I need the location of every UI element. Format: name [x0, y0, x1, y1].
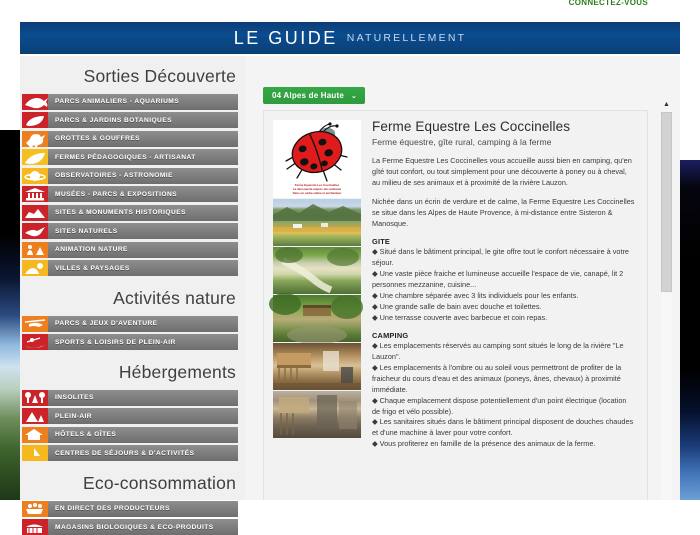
sidebar-item-villes-paysages[interactable]	[22, 260, 238, 276]
sidebar-item-label: MAGASINS BIOLOGIQUES & ECO-PRODUITS	[55, 523, 214, 531]
site-title-main: LE GUIDE	[233, 27, 338, 48]
sidebar-item-observatoires-astronomie[interactable]	[22, 168, 238, 184]
camping-bullet-text: Chaque emplacement dispose potentiellement d'un point électrique (location de frigo et vélo possible).	[372, 395, 627, 416]
gite-bullet-list	[372, 247, 635, 324]
listing-card	[263, 110, 648, 500]
chevron-down-icon: ⌄	[351, 92, 358, 100]
thumbnail-column	[273, 120, 361, 450]
gite-bullet-3	[372, 302, 635, 313]
village-icon	[23, 261, 47, 276]
sidebar-item-label: SPORTS & LOISIRS DE PLEIN-AIR	[55, 338, 176, 346]
leaf-icon	[23, 113, 47, 128]
gite-bullet-text: Situé dans le bâtiment principal, le gite offre tout le confort nécessaire à votre séjour.	[372, 247, 629, 268]
zipline-icon-tile	[22, 316, 48, 332]
sidebar-item-label: SITES NATURELS	[55, 227, 118, 235]
sidebar-item-label: EN DIRECT DES PRODUCTEURS	[55, 505, 170, 512]
sidebar-item-label: OBSERVATOIRES - ASTRONOMIE	[55, 172, 173, 179]
garden-photo-detail	[273, 295, 361, 342]
dolphin-icon-tile	[22, 94, 48, 110]
sidebar-item-label: INSOLITES	[55, 394, 94, 401]
sidebar-item-label: PLEIN-AIR	[55, 412, 93, 420]
sailboat-icon-tile	[22, 445, 48, 461]
sidebar-item-animation-nature[interactable]	[22, 242, 238, 258]
photo-interior[interactable]	[273, 343, 361, 390]
photo-room[interactable]	[273, 391, 361, 438]
leaf-icon-tile	[22, 112, 48, 128]
page-panel	[20, 56, 680, 531]
house-icon-tile	[22, 427, 48, 443]
sidebar-item-parcs-animaliers-aquariums[interactable]	[22, 94, 238, 110]
bullet-icon: ◆	[372, 291, 380, 301]
sidebar-item-sites-naturels[interactable]	[22, 223, 238, 239]
camping-bullet-1	[372, 363, 635, 396]
shop-icon	[23, 520, 47, 535]
dinosaur-icon	[23, 131, 47, 146]
camping-heading: CAMPING	[372, 330, 409, 340]
planet-icon	[23, 168, 47, 183]
listing-title: Ferme Equestre Les Coccinelles	[372, 119, 571, 134]
dolphin-icon	[23, 94, 47, 109]
sidebar-item-parcs-jeux-d-aventure[interactable]	[22, 316, 238, 332]
sidebar-item-plein-air[interactable]	[22, 408, 238, 424]
listing-intro-1: La Ferme Equestre Les Coccinelles vous accueille aussi bien en camping, qu'en gîté tout confort, ou tout simplement pour une découverte à poney ou à cheval, au milieu de ses animaux et à proximité de la rivière Lauzon.	[372, 155, 632, 187]
sidebar-item-centres-de-s-jours-d-activit-s[interactable]	[22, 445, 238, 461]
listing-intro-2: Nichée dans un écrin de verdure et de calme, la Ferme Equestre Les Coccinelles se situe dans les Alpes de Haute Provence, à mi-distance entre Sisteron & Manosque.	[372, 197, 635, 229]
camping-bullet-text: Les sanitaires situés dans le bâtiment principal disposent de douches chaudes et d'une machine à laver pour votre confort.	[372, 417, 634, 438]
sidebar-item-label: GROTTES & GOUFFRES	[55, 135, 141, 142]
photo-garden[interactable]	[273, 295, 361, 342]
sidebar-item-label: MUSÉES - PARCS & EXPOSITIONS	[55, 190, 178, 198]
sidebar-item-mus-es-parcs-expositions[interactable]	[22, 186, 238, 202]
sidebar-item-fermes-p-dagogiques-artisanat[interactable]	[22, 149, 238, 165]
camping-bullet-2	[372, 396, 635, 418]
gite-heading: GITE	[372, 237, 391, 247]
landscape-photo-detail	[273, 199, 361, 246]
gite-bullet-0	[372, 247, 635, 269]
logo-caption-line2: La découverte auprès des animaux	[292, 187, 342, 192]
basket-icon	[23, 501, 47, 516]
shop-icon-tile	[22, 519, 48, 535]
sidebar-item-en-direct-des-producteurs[interactable]	[22, 501, 238, 517]
people-nature-icon-tile	[22, 242, 48, 258]
bullet-icon: ◆	[372, 312, 380, 322]
camping-bullet-text: Vous profiterez en famille de la présence des animaux de la ferme.	[379, 439, 596, 449]
department-filter-label: 04 Alpes de Haute	[272, 91, 345, 100]
tent-icon-tile	[22, 408, 48, 424]
planet-icon-tile	[22, 168, 48, 184]
logo-caption-line1: Ferme Equestre Les Coccinelles	[294, 183, 340, 188]
photo-river[interactable]	[273, 247, 361, 294]
sidebar-item-label: PARCS ANIMALIERS - AQUARIUMS	[55, 98, 180, 105]
camping-bullet-text: Les emplacements réservés au camping sont situés le long de la rivière "Le Lauzon".	[372, 340, 624, 361]
sidebar-item-label: ANIMATION NATURE	[55, 246, 128, 253]
scrollbar-thumb[interactable]	[661, 112, 672, 292]
castle-icon-tile	[22, 205, 48, 221]
logo-caption-line3: Dans un cadre calme et enchanteur	[292, 191, 342, 196]
ladybug-illustration	[273, 120, 361, 186]
logo-caption	[273, 184, 361, 196]
bullet-icon: ◆	[372, 417, 380, 427]
gite-bullet-4	[372, 313, 635, 324]
bullet-icon: ◆	[372, 362, 380, 372]
interior-photo-detail	[273, 343, 361, 390]
kayak-icon	[23, 335, 47, 350]
sidebar-item-magasins-biologiques-eco-produits[interactable]	[22, 519, 238, 535]
bullet-icon: ◆	[372, 269, 380, 279]
basket-icon-tile	[22, 501, 48, 517]
treehouse-icon	[23, 390, 47, 405]
kayak-icon-tile	[22, 334, 48, 350]
sidebar-item-parcs-jardins-botaniques[interactable]	[22, 112, 238, 128]
sidebar-item-label: FERMES PÉDAGOGIQUES - ARTISANAT	[55, 153, 196, 161]
department-filter-dropdown[interactable]	[263, 87, 365, 104]
bird-icon-tile	[22, 223, 48, 239]
house-icon	[23, 427, 47, 442]
site-title-sub: NATURELLEMENT	[346, 32, 467, 44]
bullet-icon: ◆	[372, 395, 380, 405]
bullet-icon: ◆	[372, 340, 380, 350]
gite-bullet-text: Une vaste pièce fraiche et lumineuse accueille l'espace de vie, canapé, lit 2 personnes mezzanine, cuisine...	[372, 269, 624, 290]
sidebar-item-h-tels-g-tes[interactable]	[22, 427, 238, 443]
sidebar-item-sites-monuments-historiques[interactable]	[22, 205, 238, 221]
bullet-icon: ◆	[372, 247, 380, 257]
sidebar-section-title-1: Activités nature	[113, 288, 236, 308]
sidebar-item-label: PARCS & JARDINS BOTANIQUES	[55, 116, 172, 124]
sidebar-item-label: HÔTELS & GÎTES	[55, 431, 117, 438]
camping-bullet-4	[372, 439, 635, 450]
museum-icon	[23, 187, 47, 202]
connect-link[interactable]: CONNECTEZ-VOUS	[568, 0, 648, 7]
sidebar-section-title-3: Eco-consommation	[83, 473, 236, 493]
main-content	[245, 56, 680, 500]
castle-icon	[23, 205, 47, 220]
sidebar-item-grottes-gouffres[interactable]	[22, 131, 238, 147]
sidebar-item-insolites[interactable]	[22, 390, 238, 406]
camping-bullet-text: Les emplacements à l'ombre ou au soleil vous permettront de profiter de la fraicheur du cours d'eau et des animaux (poneys, ânes, chevaux) à proximité immédiate.	[372, 362, 622, 394]
sailboat-icon	[23, 446, 47, 461]
listing-text-column	[361, 120, 647, 450]
sidebar-nav	[20, 56, 245, 531]
camping-bullet-0	[372, 341, 635, 363]
gite-bullet-text: Une chambre séparée avec 3 lits individuels pour les enfants.	[379, 291, 579, 301]
gite-bullet-2	[372, 291, 635, 302]
sidebar-item-label: VILLES & PAYSAGES	[55, 264, 130, 272]
tent-icon	[23, 409, 47, 424]
photo-landscape[interactable]	[273, 199, 361, 246]
bullet-icon: ◆	[372, 439, 380, 449]
feather-icon	[23, 150, 47, 165]
bird-icon	[23, 224, 47, 239]
zipline-icon	[23, 316, 47, 331]
gite-bullet-1	[372, 269, 635, 291]
logo-ladybug[interactable]	[273, 120, 361, 198]
listing-subtitle: Ferme équestre, gîte rural, camping à la ferme	[372, 136, 552, 147]
sidebar-item-label: PARCS & JEUX D'AVENTURE	[55, 320, 158, 327]
sidebar-section-title-2: Hébergements	[118, 362, 236, 382]
bullet-icon: ◆	[372, 302, 380, 311]
scroll-up-button[interactable]: ▲	[663, 101, 670, 108]
people-nature-icon	[23, 242, 47, 257]
sidebar-section-title-0: Sorties Découverte	[83, 66, 236, 86]
room-photo-detail	[273, 391, 361, 438]
gite-bullet-text: Une terrasse couverte avec barbecue et coin repas.	[379, 312, 548, 322]
river-photo-detail	[273, 247, 361, 294]
village-icon-tile	[22, 260, 48, 276]
site-header-banner	[20, 22, 680, 54]
dinosaur-icon-tile	[22, 131, 48, 147]
camping-bullet-list	[372, 341, 635, 450]
museum-icon-tile	[22, 186, 48, 202]
sidebar-item-sports-loisirs-de-plein-air[interactable]	[22, 334, 238, 350]
gite-bullet-text: Une grande salle de bain avec douche et toilettes.	[379, 302, 542, 311]
sidebar-item-label: SITES & MONUMENTS HISTORIQUES	[55, 209, 186, 216]
sidebar-item-label: CENTRES DE SÉJOURS & D'ACTIVITÉS	[55, 449, 195, 457]
treehouse-icon-tile	[22, 390, 48, 406]
camping-bullet-3	[372, 417, 635, 439]
feather-icon-tile	[22, 149, 48, 165]
